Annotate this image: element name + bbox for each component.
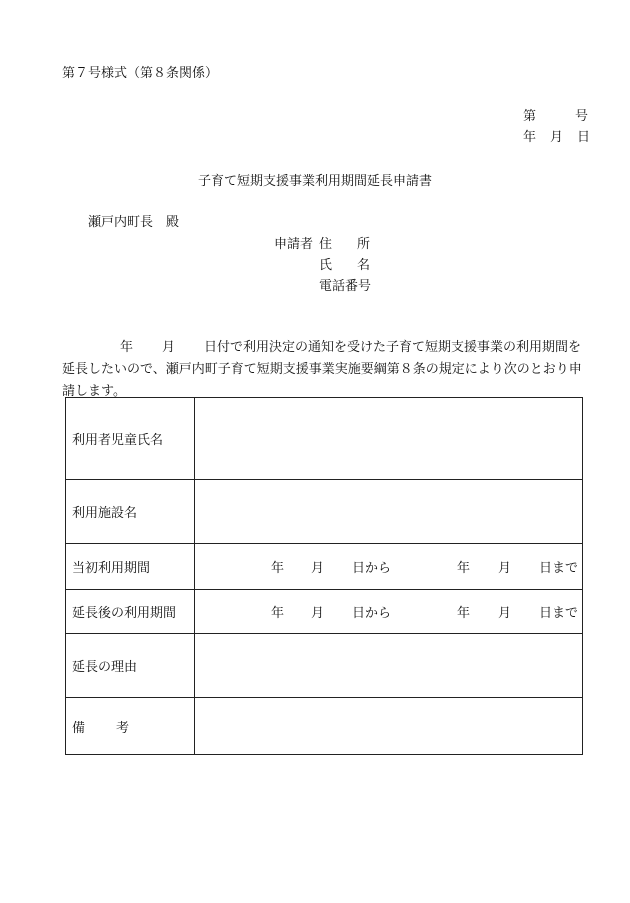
period-year: 年	[271, 606, 285, 621]
reason-field[interactable]	[195, 634, 583, 698]
table-row	[66, 590, 583, 634]
application-table	[65, 397, 583, 755]
document-date	[523, 126, 590, 145]
body-paragraph	[62, 337, 592, 403]
period-month: 月	[498, 561, 512, 576]
period-until: 日まで	[539, 606, 579, 621]
table-row	[66, 544, 583, 590]
name-char-1: 氏	[319, 258, 333, 273]
date-month: 月	[550, 130, 564, 145]
child-name-label: 利用者児童氏名	[66, 398, 195, 480]
page-title: 子育て短期支援事業利用期間延長申請書	[197, 174, 432, 189]
table-row	[66, 698, 583, 755]
table-row	[66, 398, 583, 480]
facility-field[interactable]	[195, 480, 583, 544]
body-line1: 日付で利用決定の通知を受けた子育て短期支援事業の利用期間を	[204, 340, 582, 355]
period-year: 年	[457, 561, 471, 576]
period-month: 月	[311, 606, 325, 621]
body-month: 月	[162, 340, 176, 355]
table-row	[66, 480, 583, 544]
date-day: 日	[577, 130, 591, 145]
initial-period-field[interactable]	[195, 544, 583, 590]
document-number	[523, 105, 588, 124]
remarks-field[interactable]	[195, 698, 583, 755]
applicant-label: 申請者	[274, 237, 314, 252]
document-number-prefix: 第	[523, 109, 537, 124]
period-until: 日まで	[539, 561, 579, 576]
remarks-char-1: 備	[72, 720, 86, 736]
form-number-label: 第７号様式（第８条関係）	[62, 66, 219, 81]
period-from: 日から	[352, 606, 392, 621]
period-month: 月	[311, 561, 325, 576]
period-from: 日から	[352, 561, 392, 576]
reason-label: 延長の理由	[66, 634, 195, 698]
period-year: 年	[457, 606, 471, 621]
extended-period-field[interactable]	[195, 590, 583, 634]
remarks-label	[66, 698, 195, 755]
date-year: 年	[523, 130, 537, 145]
applicant-phone-label: 電話番号	[319, 279, 372, 294]
addressee: 瀬戸内町長 殿	[88, 215, 180, 230]
child-name-field[interactable]	[195, 398, 583, 480]
address-char-2: 所	[357, 237, 371, 252]
applicant-address-label	[319, 233, 370, 252]
body-year: 年	[120, 340, 134, 355]
document-number-suffix: 号	[575, 109, 589, 124]
initial-period-label: 当初利用期間	[66, 544, 195, 590]
period-year: 年	[271, 561, 285, 576]
body-rest: 延長したいので、瀬戸内町子育て短期支援事業実施要綱第８条の規定により次のとおり申請します。	[62, 362, 582, 399]
applicant-name-label	[319, 254, 370, 273]
period-month: 月	[498, 606, 512, 621]
extended-period-label: 延長後の利用期間	[66, 590, 195, 634]
address-char-1: 住	[319, 237, 333, 252]
remarks-char-2: 考	[116, 720, 130, 736]
name-char-2: 名	[357, 258, 371, 273]
facility-label: 利用施設名	[66, 480, 195, 544]
table-row	[66, 634, 583, 698]
